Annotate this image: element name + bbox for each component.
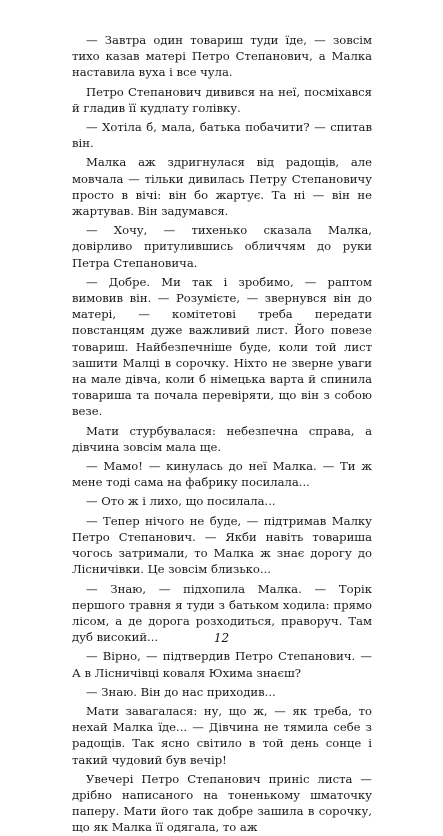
paragraph: — Знаю. Він до нас приходив... <box>86 684 276 699</box>
paragraph: — Тепер нічого не буде, — підтримав Малку Петро Степанович. — Якби навіть товариша чогось затримали, то Малка ж знає дорогу до Лісничівки. Це зовсім близько... <box>72 513 372 577</box>
page-number: 12 <box>213 631 230 645</box>
paragraph: — Хотіла б, мала, батька побачити? — спитав він. <box>72 120 372 151</box>
paragraph: — Мамо! — кинулась до неї Малка. — Ти ж мене тоді сама на фабрику посилала... <box>72 459 372 490</box>
paragraph: — Ото ж і лихо, що посилала... <box>86 494 276 509</box>
paragraph: — Завтра один товариш туди їде, — зовсім тихо казав матері Петро Степанович, а Малка наставила вуха і все чула. <box>72 33 372 80</box>
paragraph: Петро Степанович дивився на неї, посміхався й гладив її кудлату голівку. <box>72 84 372 115</box>
paragraph: Мати завагалася: ну, що ж, — як треба, то нехай Малка їде... — Дівчина не тямила себе з радощів. Так ясно світило в той день сонце і такий чудовий був вечір! <box>72 703 372 767</box>
paragraph: Малка аж здригнулася від радощів, але мовчала — тільки дивилась Петру Степановичу просто в вічі: він бо жартує. Та ні — він не жартував. Він задумався. <box>72 155 372 219</box>
paragraph: — Знаю, — підхопила Малка. — Торік першого травня я туди з батьком ходила: прямо лісом, а де дорога розходиться, праворуч. Там дуб високий... <box>72 581 372 645</box>
paragraph: Увечері Петро Степанович приніс листа — дрібно написаного на тоненькому шматочку паперу. Мати його так добре зашила в сорочку, що як Малка її одягала, то аж <box>72 771 372 835</box>
paragraph: Мати стурбувалася: небезпечна справа, а дівчина зовсім мала ще. <box>72 423 372 454</box>
body-text <box>72 32 372 836</box>
paragraph: — Добре. Ми так і зробимо, — раптом вимовив він. — Розумієте, — звернувся він до матері, — комітетові треба передати повстанцям дуже важливий лист. Його повезе товариш. Найбезпечніше буде, коли той лист зашити Малці в сорочку. Ніхто не зверне уваги на мале дівча, коли б німецька варта й спинила товариша та почала перевіряти, що він з собою везе. <box>72 274 372 419</box>
paragraph: — Вірно, — підтвердив Петро Степанович. — А в Лісничівці коваля Юхима знаєш? <box>72 649 372 680</box>
paragraph: — Хочу, — тихенько сказала Малка, довірливо притулившись обличчям до руки Петра Степановича. <box>72 223 372 270</box>
